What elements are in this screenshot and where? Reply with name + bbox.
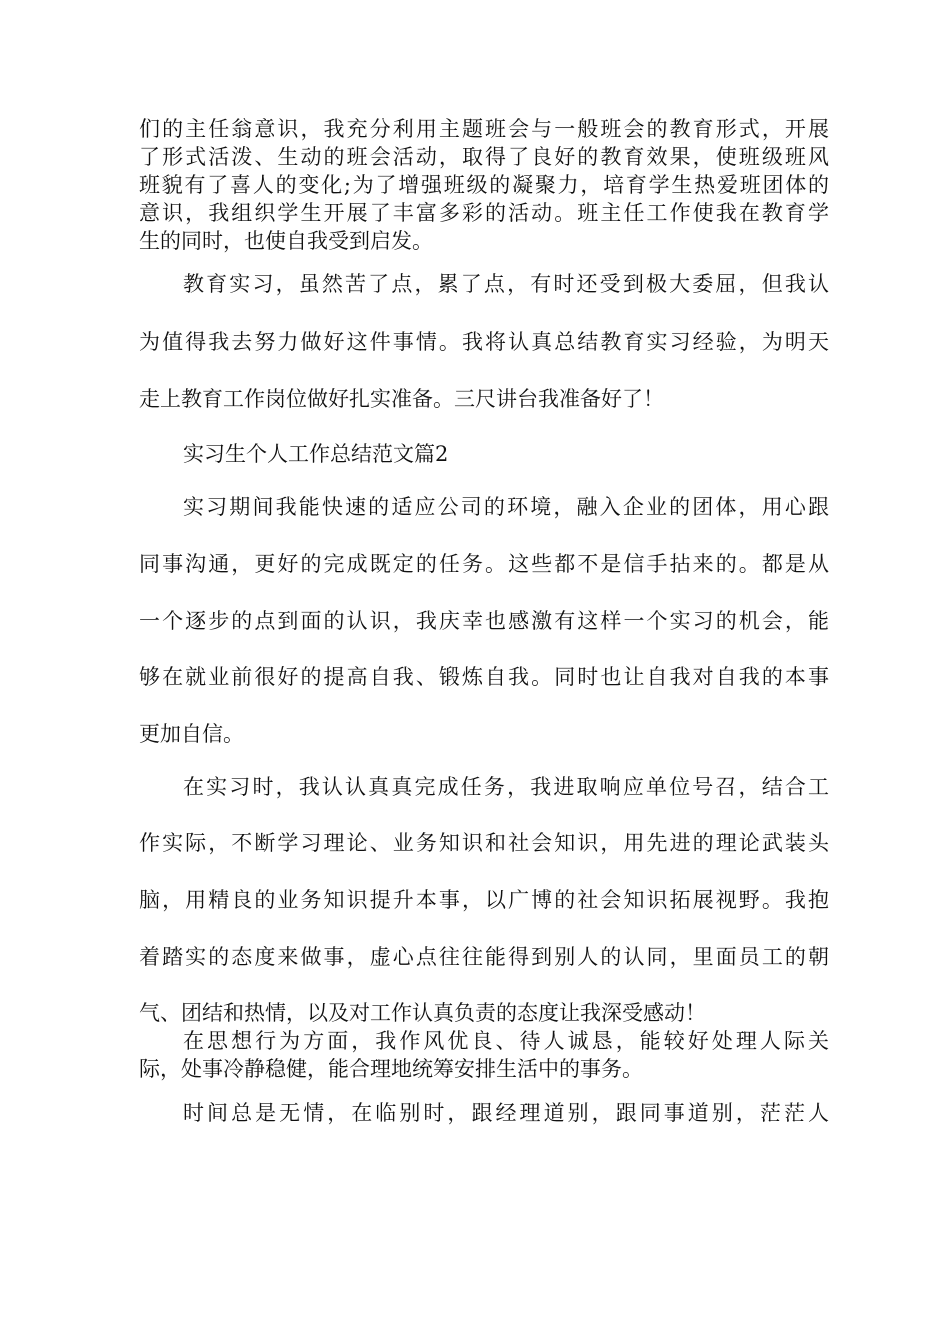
paragraph-line: 在思想行为方面，我作风优良、待人诚恳，能较好处理人际关 <box>183 1029 829 1053</box>
paragraph-line: 生的同时，也使自我受到启发。 <box>139 229 433 253</box>
paragraph-line: 班貌有了喜人的变化;为了增强班级的凝聚力，培育学生热爱班团体的 <box>139 173 829 197</box>
paragraph-line: 在实习时，我认认真真完成任务，我进取响应单位号召，结合工 <box>183 775 829 799</box>
paragraph-line: 时间总是无情，在临别时，跟经理道别，跟同事道别，茫茫人 <box>183 1101 829 1125</box>
paragraph-line: 着踏实的态度来做事，虚心点往往能得到别人的认同，里面员工的朝 <box>139 945 829 969</box>
paragraph-line: 走上教育工作岗位做好扎实准备。三尺讲台我准备好了！ <box>139 387 664 411</box>
paragraph-line: 为值得我去努力做好这件事情。我将认真总结教育实习经验，为明天 <box>139 330 829 354</box>
paragraph-line: 意识，我组织学生开展了丰富多彩的活动。班主任工作使我在教育学 <box>139 201 829 225</box>
paragraph-line: 更加自信。 <box>139 722 244 746</box>
paragraph-line: 了形式活泼、生动的班会活动，取得了良好的教育效果，使班级班风 <box>139 145 829 169</box>
paragraph-line: 一个逐步的点到面的认识，我庆幸也感激有这样一个实习的机会，能 <box>139 609 829 633</box>
paragraph-line: 教育实习，虽然苦了点，累了点，有时还受到极大委屈，但我认 <box>183 272 829 296</box>
paragraph-line: 够在就业前很好的提高自我、锻炼自我。同时也让自我对自我的本事 <box>139 665 829 689</box>
paragraph-line: 脑，用精良的业务知识提升本事，以广博的社会知识拓展视野。我抱 <box>139 888 829 912</box>
paragraph-line: 气、团结和热情，以及对工作认真负责的态度让我深受感动！ <box>139 1001 706 1025</box>
section-heading: 实习生个人工作总结范文篇2 <box>183 442 449 466</box>
paragraph-line: 际，处事冷静稳健，能合理地统筹安排生活中的事务。 <box>139 1057 643 1081</box>
paragraph-line: 作实际，不断学习理论、业务知识和社会知识，用先进的理论武装头 <box>139 831 829 855</box>
paragraph-line: 们的主任翁意识，我充分利用主题班会与一般班会的教育形式，开展 <box>139 117 829 141</box>
paragraph-line: 同事沟通，更好的完成既定的任务。这些都不是信手拈来的。都是从 <box>139 552 829 576</box>
paragraph-line: 实习期间我能快速的适应公司的环境，融入企业的团体，用心跟 <box>183 495 829 519</box>
